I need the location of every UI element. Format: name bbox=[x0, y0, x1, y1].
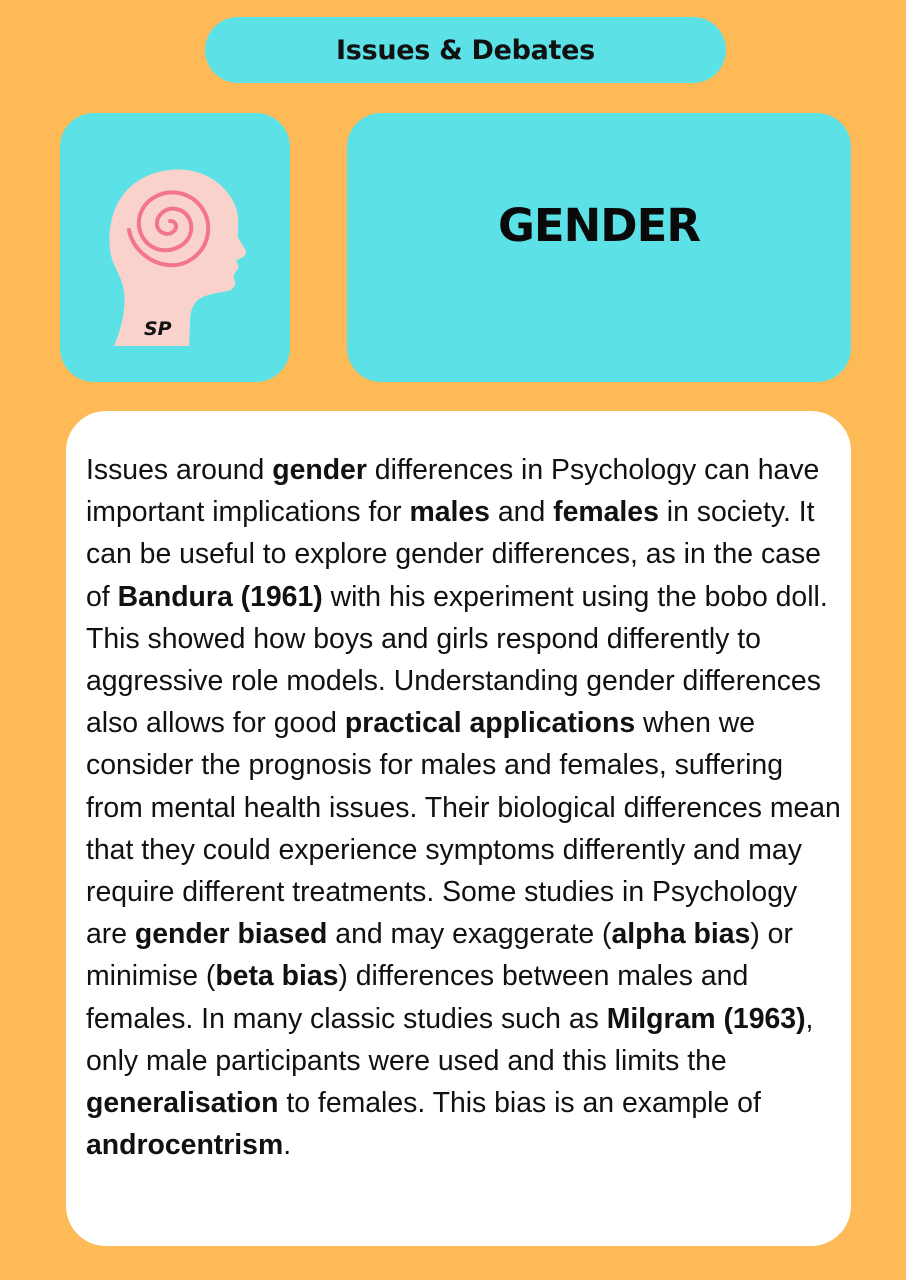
body-text-segment: . bbox=[283, 1129, 292, 1162]
header-title: Issues & Debates bbox=[336, 34, 595, 66]
body-text-segment: when we consider the prognosis for males and females, suffering from mental health issues. Their biological differences mean that they could experience symptoms differently and may require different treatments. Some studies in Psychology are bbox=[86, 707, 841, 951]
body-text-segment: Issues around bbox=[86, 454, 273, 486]
body-text-segment: and may exaggerate ( bbox=[327, 918, 612, 951]
body-text-segment: with his experiment using the bobo doll. This showed how boys and girls respond differently to aggressive role models. Understanding gender differences also allows for good bbox=[86, 580, 828, 740]
topic-title: GENDER bbox=[497, 199, 701, 252]
body-keyword: beta bias bbox=[215, 960, 339, 993]
body-text-segment: differences in Psychology can have important implications for bbox=[86, 454, 820, 529]
body-keyword: generalisation bbox=[86, 1087, 279, 1120]
body-keyword: males bbox=[409, 496, 490, 529]
body-keyword: alpha bias bbox=[611, 918, 751, 951]
body-keyword: females bbox=[553, 496, 659, 529]
body-text-segment: ) differences between males and females. In many classic studies such as bbox=[86, 960, 749, 1035]
topic-panel bbox=[347, 113, 851, 382]
body-keyword: Bandura (1961) bbox=[117, 580, 323, 613]
body-keyword: gender bbox=[272, 454, 367, 486]
body-text-segment: and bbox=[489, 496, 554, 529]
body-text-segment: in society. It can be useful to explore gender differences, as in the case of bbox=[86, 496, 821, 613]
logo-panel bbox=[60, 113, 290, 382]
body-text-segment: , only male participants were used and this limits the bbox=[86, 1002, 814, 1077]
body-keyword: Milgram (1963) bbox=[606, 1002, 806, 1035]
body-keyword: gender biased bbox=[134, 918, 328, 951]
body-text-segment: ) or minimise ( bbox=[86, 918, 793, 993]
body-keyword: practical applications bbox=[344, 707, 636, 740]
head-spiral-icon bbox=[60, 113, 290, 382]
body-paragraph bbox=[86, 449, 846, 1166]
body-keyword: androcentrism bbox=[86, 1129, 284, 1162]
body-text-segment: to females. This bias is an example of bbox=[278, 1087, 761, 1120]
header-pill bbox=[205, 17, 726, 83]
logo-label: SP bbox=[144, 318, 172, 340]
head-silhouette bbox=[109, 170, 246, 346]
